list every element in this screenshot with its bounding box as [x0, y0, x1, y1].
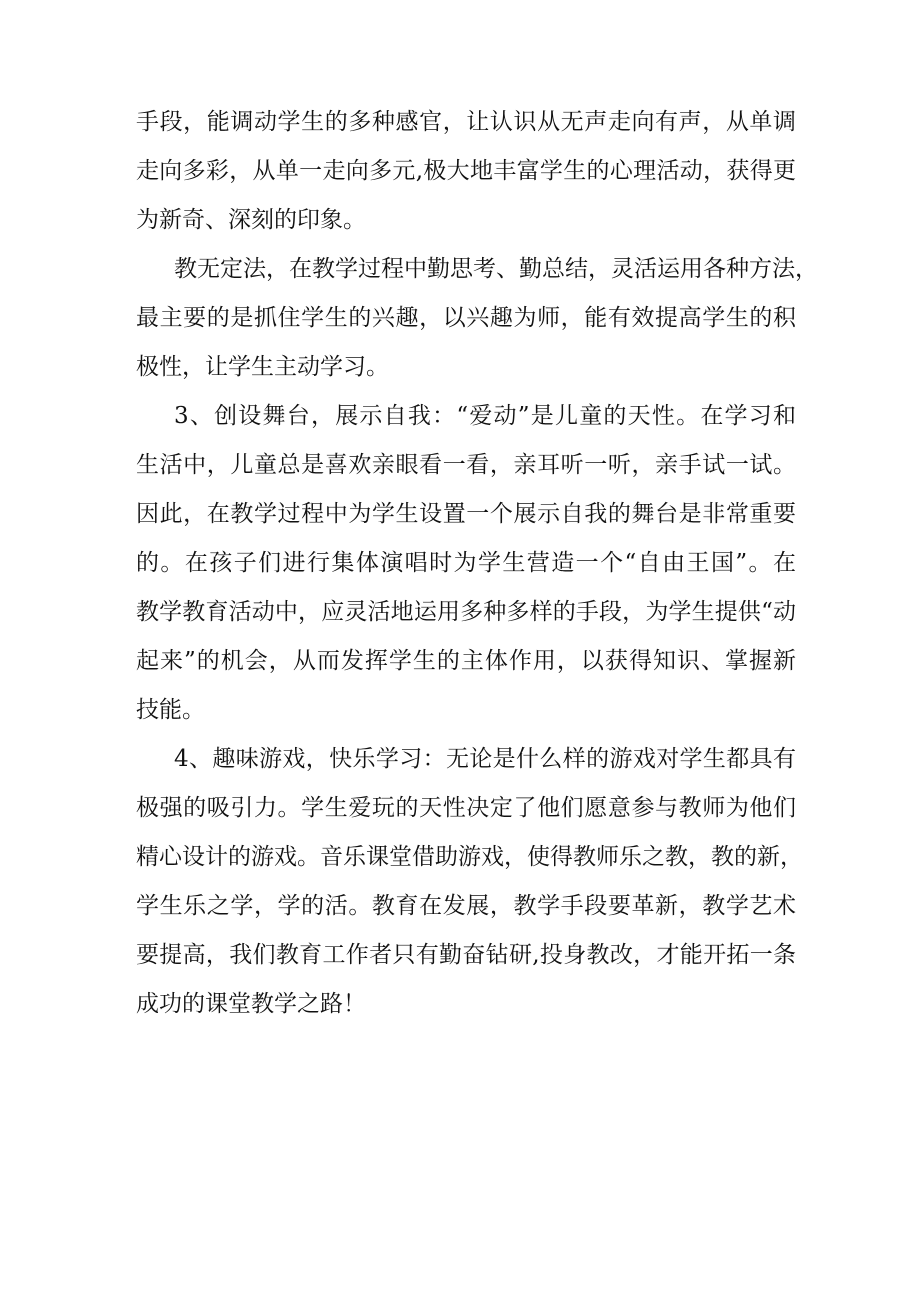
- text-line: 极强的吸引力。学生爱玩的天性决定了他们愿意参与教师为他们: [136, 795, 796, 821]
- text-line: 最主要的是抓住学生的兴趣，以兴趣为师，能有效提高学生的积: [136, 305, 796, 331]
- text-line: 学生乐之学，学的活。教育在发展，教学手段要革新，教学艺术: [136, 893, 796, 919]
- text-line: 为新奇、深刻的印象。: [136, 207, 366, 233]
- paragraph-1: [136, 98, 796, 245]
- paragraph-2: [136, 245, 818, 392]
- text-line: 技能。: [136, 697, 205, 723]
- text-line: 成功的课堂教学之路！: [136, 991, 366, 1017]
- text-line: 因此，在教学过程中为学生设置一个展示自我的舞台是非常重要: [136, 501, 796, 527]
- text-line: 要提高，我们教育工作者只有勤奋钻研,投身教改，才能开拓一条: [136, 942, 796, 968]
- body-text: [136, 98, 818, 1029]
- text-line: 精心设计的游戏。音乐课堂借助游戏，使得教师乐之教，教的新，: [136, 844, 803, 870]
- text-line: 4、趣味游戏，快乐学习：无论是什么样的游戏对学生都具有: [174, 746, 796, 772]
- paragraph-3: [136, 392, 796, 735]
- text-line: 手段，能调动学生的多种感官，让认识从无声走向有声，从单调: [136, 109, 796, 135]
- text-line: 走向多彩，从单一走向多元,极大地丰富学生的心理活动，获得更: [136, 158, 796, 184]
- text-line: 极性，让学生主动学习。: [136, 354, 389, 380]
- text-line: 教学教育活动中，应灵活地运用多种多样的手段，为学生提供“动: [136, 599, 796, 625]
- text-line: 3、创设舞台，展示自我：“爱动”是儿童的天性。在学习和: [174, 403, 796, 429]
- text-line: 生活中，儿童总是喜欢亲眼看一看，亲耳听一听，亲手试一试。: [136, 452, 796, 478]
- text-line: 教无定法，在教学过程中勤思考、勤总结，灵活运用各种方法，: [174, 256, 818, 282]
- text-line: 的。在孩子们进行集体演唱时为学生营造一个“自由王国”。在: [136, 550, 796, 576]
- text-line: 起来”的机会，从而发挥学生的主体作用，以获得知识、掌握新: [136, 648, 796, 674]
- paragraph-4: [136, 735, 803, 1029]
